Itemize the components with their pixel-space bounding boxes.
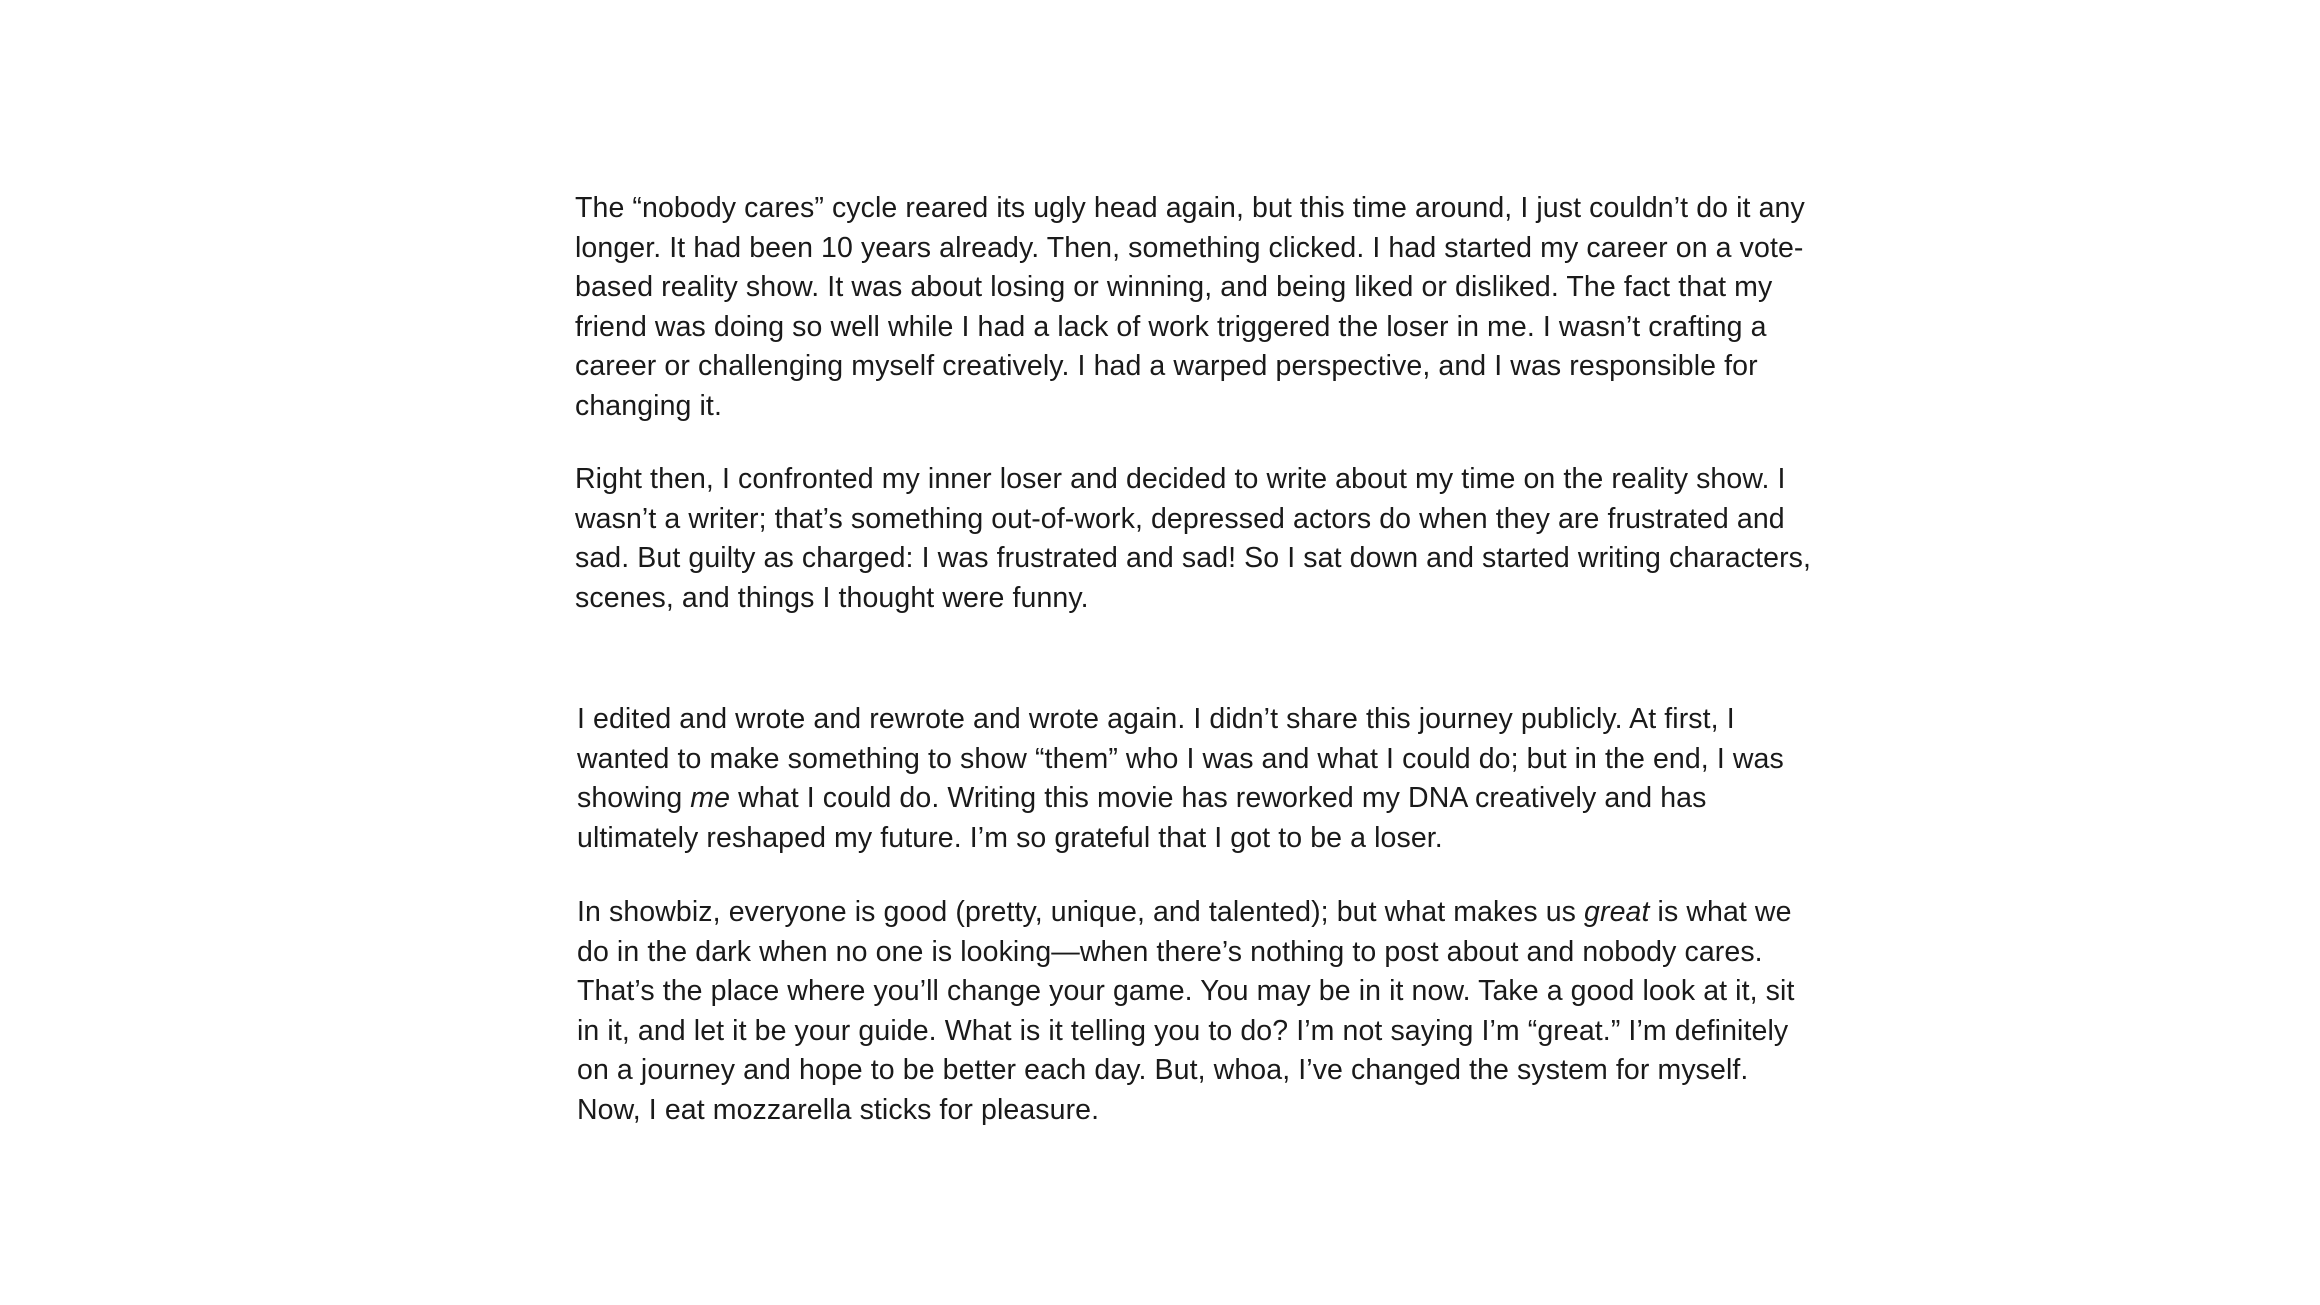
paragraph-text: I edited and wrote and rewrote and wrote again. I didn’t share this journey publicly. At first, I wanted to make something to show “them” who I was and what I could do; but in the end, I was showing: [577, 703, 1784, 814]
emphasis-great: great: [1584, 896, 1650, 928]
paragraph-text: what I could do. Writing this movie has reworked my DNA creatively and has ultimately reshaped my future. I’m so grateful that I got to be a loser.: [577, 782, 1707, 854]
paragraph-text: is what we do in the dark when no one is looking—when there’s nothing to post about and nobody cares. That’s the place where you’ll change your game. You may be in it now. Take a good look at it, sit in it, and let it be your guide. What is it telling you to do? I’m not saying I’m “great.” I’m definitely on a journey and hope to be better each day. But, whoa, I’ve changed the system for myself. Now, I eat mozzarella sticks for pleasure.: [577, 896, 1795, 1126]
paragraph-nobody-cares: The “nobody cares” cycle reared its ugly head again, but this time around, I just couldn’t do it any longer. It had been 10 years already. Then, something clicked. I had started my career on a vote-based reality show. It was about losing or winning, and being liked or disliked. The fact that my friend was doing so well while I had a lack of work triggered the loser in me. I wasn’t crafting a career or challenging myself creatively. I had a warped perspective, and I was responsible for changing it.: [575, 192, 1805, 422]
emphasis-me: me: [690, 782, 731, 814]
paragraph-showbiz: [577, 893, 1817, 1130]
article-section-two: [577, 700, 1817, 1130]
paragraph-text: In showbiz, everyone is good (pretty, unique, and talented); but what makes us: [577, 896, 1585, 928]
paragraph-edited-and-wrote: [577, 700, 1817, 858]
paragraph-inner-loser: Right then, I confronted my inner loser and decided to write about my time on the reality show. I wasn’t a writer; that’s something out-of-work, depressed actors do when they are frustrated and sad. But guilty as charged: I was frustrated and sad! So I sat down and started writing characters, scenes, and things I thought were funny.: [575, 463, 1812, 614]
article-section-one: [575, 189, 1815, 618]
